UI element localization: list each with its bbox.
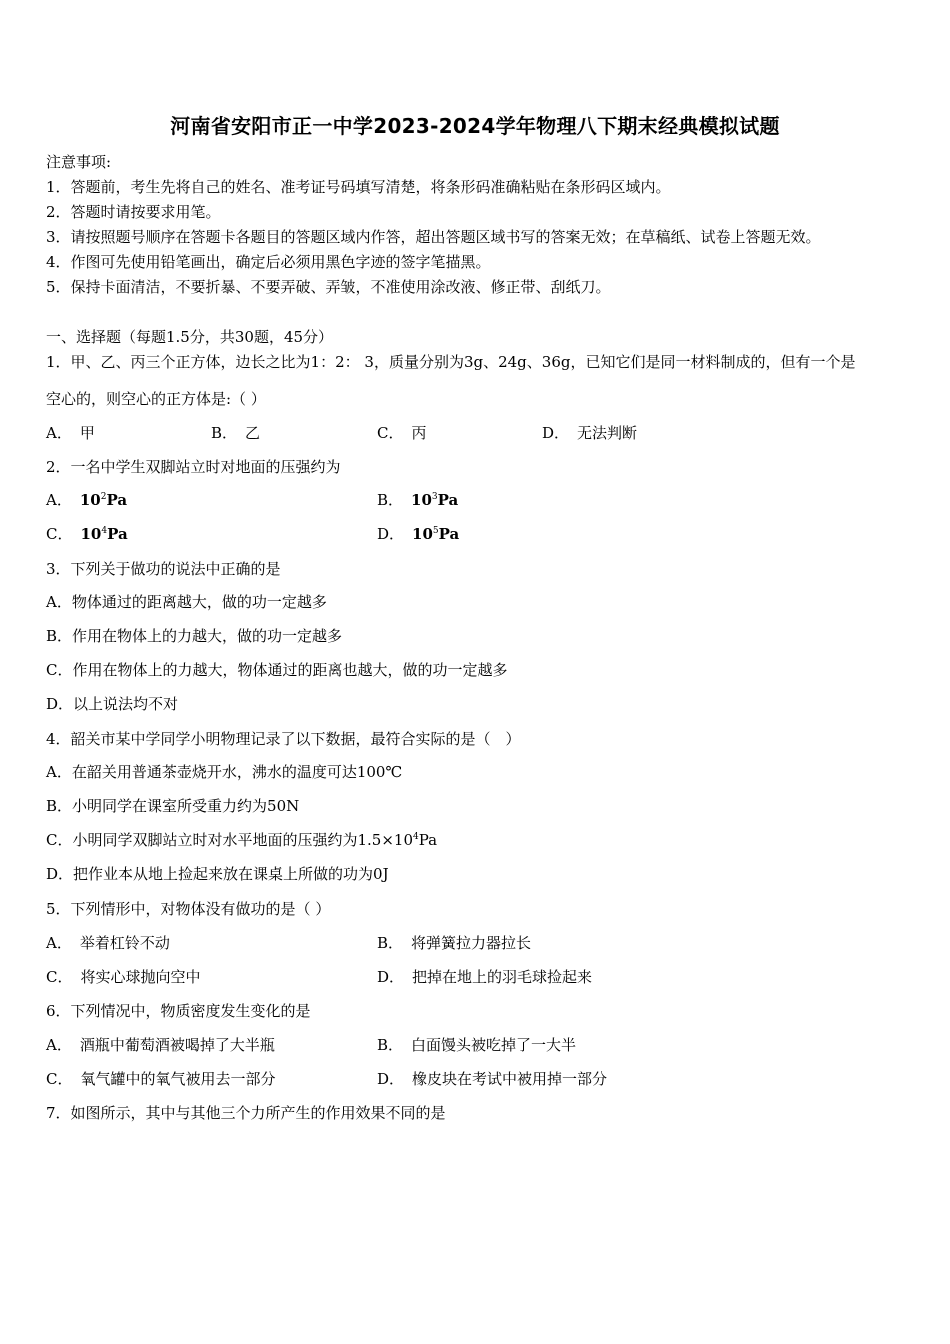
option-text: 举着杠铃不动 [79, 934, 170, 952]
question-6-option-c [46, 1069, 276, 1089]
question-1-stem: 1．甲、乙、丙三个正方体，边长之比为1：2： 3，质量分别为3g、24g、36g，已知它们是同一材料制成的，但有一个是 [46, 353, 856, 371]
question-6-stem: 6．下列情况中，物质密度发生变化的是 [46, 1002, 311, 1020]
option-text: 氧气罐中的氧气被用去一部分 [80, 1070, 276, 1088]
question-6-option-a [46, 1035, 275, 1055]
option-text: 橡皮块在考试中被用掉一部分 [412, 1070, 608, 1088]
question-4-stem: 4．韶关市某中学同学小明物理记录了以下数据，最符合实际的是（ ） [46, 730, 521, 748]
option-label: A． [46, 491, 72, 509]
question-6-option-b [377, 1035, 576, 1055]
question-7-stem: 7．如图所示，其中与其他三个力所产生的作用效果不同的是 [46, 1104, 446, 1122]
question-4-option-d: D．把作业本从地上捡起来放在课桌上所做的功为0J [46, 865, 389, 883]
question-1-option-d [542, 423, 637, 443]
option-unit: Pa [438, 525, 460, 543]
question-2-option-d [377, 524, 459, 544]
option-text: 酒瓶中葡萄酒被喝掉了大半瓶 [79, 1036, 275, 1054]
question-5-option-b [377, 933, 531, 953]
option-unit: Pa [107, 525, 128, 543]
question-1-option-b [211, 423, 260, 443]
option-text: 无法判断 [577, 424, 638, 442]
notice-item: 5．保持卡面清洁，不要折暴、不要弄破、弄皱，不准使用涂改液、修正带、刮纸刀。 [46, 278, 611, 296]
option-base: 10 [79, 491, 101, 509]
option-exponent: 4 [101, 526, 108, 536]
question-1-stem-cont: 空心的，则空心的正方体是:（ ） [46, 390, 266, 408]
option-exponent: 2 [100, 492, 107, 502]
notice-item: 3．请按照题号顺序在答题卡各题目的答题区域内作答，超出答题区域书写的答案无效；在草稿纸、试卷上答题无效。 [46, 228, 821, 246]
option-label: C． [46, 968, 73, 986]
option-text: 白面馒头被吃掉了一大半 [411, 1036, 577, 1054]
option-base: 10 [80, 525, 102, 543]
option-text: 将实心球抛向空中 [80, 968, 201, 986]
question-5-stem: 5．下列情形中，对物体没有做功的是（ ） [46, 900, 331, 918]
question-4-option-c [46, 830, 437, 850]
question-3-option-a: A．物体通过的距离越大，做的功一定越多 [46, 593, 327, 611]
question-4-option-b: B．小明同学在课室所受重力约为50N [46, 797, 300, 815]
option-label: B． [377, 1036, 404, 1054]
option-label: B． [377, 934, 404, 952]
option-unit: Pa [437, 491, 459, 509]
question-2-stem: 2．一名中学生双脚站立时对地面的压强约为 [46, 458, 341, 476]
question-4-option-a: A．在韶关用普通茶壶烧开水，沸水的温度可达100℃ [46, 763, 403, 781]
question-2-option-b [377, 490, 458, 510]
question-5-option-d [377, 967, 592, 987]
option-label: D． [542, 424, 570, 442]
question-1-option-c [377, 423, 427, 443]
option-label: A． [46, 934, 72, 952]
option-label: C． [377, 424, 404, 442]
option-text: 乙 [245, 424, 261, 442]
option-exponent: 5 [432, 526, 439, 536]
option-text: 将弹簧拉力器拉长 [411, 934, 532, 952]
option-text: 甲 [79, 424, 95, 442]
notice-item: 1．答题前，考生先将自己的姓名、准考证号码填写清楚，将条形码准确粘贴在条形码区域内。 [46, 178, 671, 196]
option-label: B． [377, 491, 404, 509]
option-text: 丙 [411, 424, 427, 442]
notice-item: 4．作图可先使用铅笔画出，确定后必须用黑色字迹的签字笔描黑。 [46, 253, 491, 271]
option-label: C． [46, 525, 73, 543]
option-label: D． [377, 968, 405, 986]
option-label: D． [377, 525, 405, 543]
question-3-option-b: B．作用在物体上的力越大，做的功一定越多 [46, 627, 343, 645]
question-6-option-d [377, 1069, 607, 1089]
notice-heading: 注意事项: [46, 153, 112, 171]
section-heading: 一、选择题（每题1.5分，共30题，45分） [46, 328, 334, 346]
option-base: 10 [412, 525, 433, 543]
option-label: A． [46, 1036, 72, 1054]
option-text: C．小明同学双脚站立时对水平地面的压强约为1.5×10 [46, 831, 413, 849]
question-5-option-c [46, 967, 201, 987]
question-3-option-d: D．以上说法均不对 [46, 695, 179, 713]
notice-item: 2．答题时请按要求用笔。 [46, 203, 221, 221]
option-label: A． [46, 424, 72, 442]
question-1-option-a [46, 423, 95, 443]
option-label: B． [211, 424, 238, 442]
question-2-option-a [46, 490, 127, 510]
option-label: D． [377, 1070, 405, 1088]
option-exponent: 4 [413, 832, 419, 842]
option-base: 10 [411, 491, 432, 509]
question-3-option-c: C．作用在物体上的力越大，物体通过的距离也越大，做的功一定越多 [46, 661, 508, 679]
question-3-stem: 3．下列关于做功的说法中正确的是 [46, 560, 281, 578]
option-text: 把掉在地上的羽毛球捡起来 [412, 968, 593, 986]
option-exponent: 3 [431, 492, 438, 502]
option-unit: Pa [106, 491, 128, 509]
option-unit: Pa [418, 831, 438, 849]
page-title: 河南省安阳市正一中学2023-2024学年物理八下期末经典模拟试题 [170, 114, 780, 138]
question-2-option-c [46, 524, 128, 544]
question-5-option-a [46, 933, 170, 953]
option-label: C． [46, 1070, 73, 1088]
